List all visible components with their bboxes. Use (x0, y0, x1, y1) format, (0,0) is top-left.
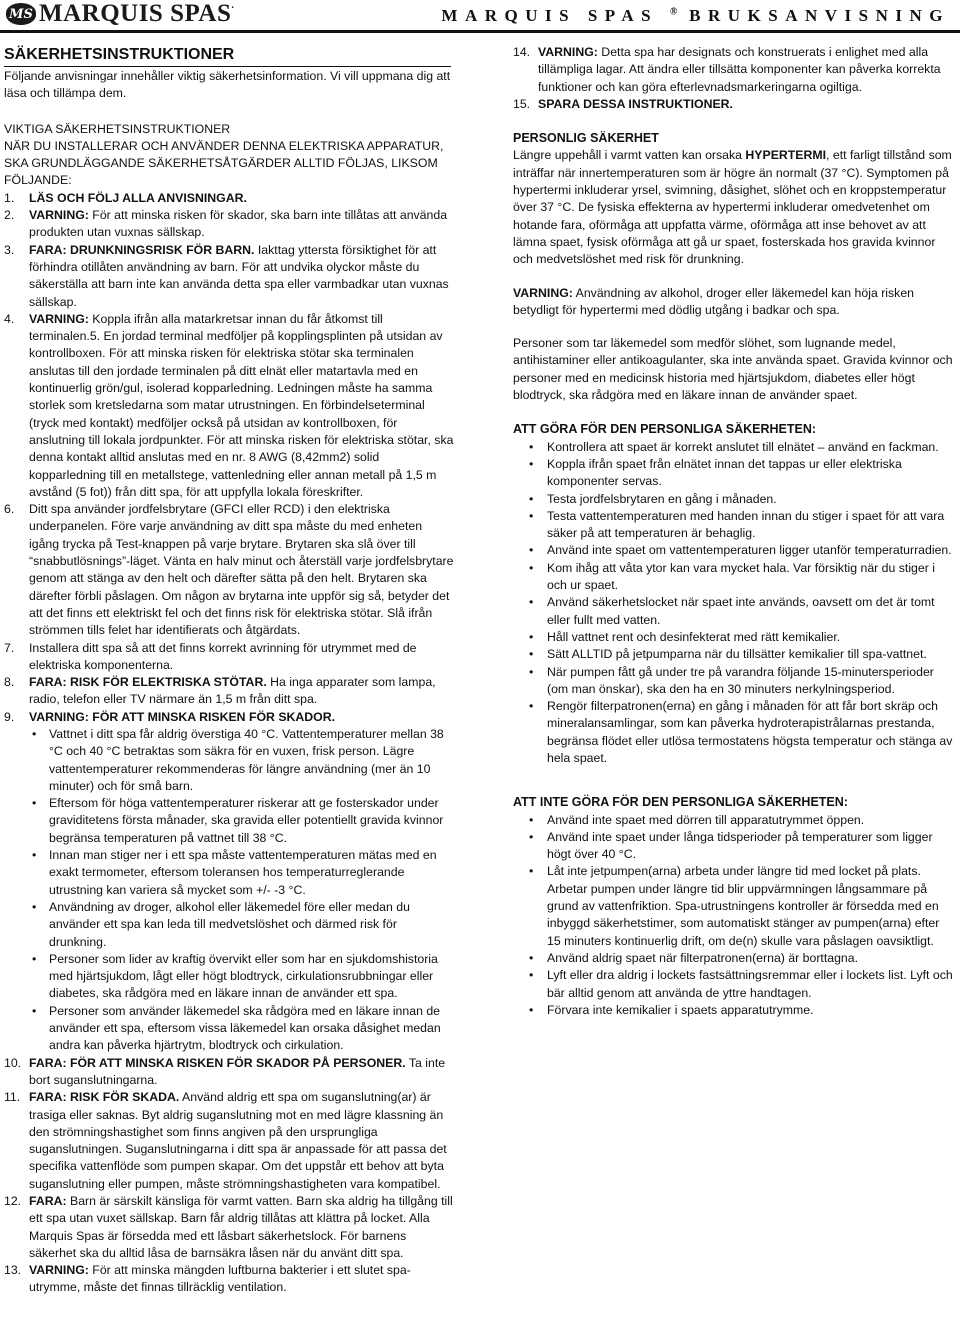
list-item: • Lyft eller dra aldrig i lockets fastsättningsremmar eller i lockets list. Lyft och bär alltid genom att använda de yttre handtagen. (529, 967, 953, 1002)
list-item: • Koppla ifrån spaet från elnätet innan det tappas ur eller elektriska komponenter servas. (529, 456, 953, 491)
instruction-9-subitems (4, 726, 454, 1055)
instruction-2: 2. VARNING: För att minska risken för skador, ska barn inte tillåtas att använda produkten utan vuxnas sällskap. (4, 208, 448, 240)
list-item: • Testa vattentemperaturen med handen innan du stiger i spaet för att vara säker på att temperaturen är behaglig. (529, 508, 953, 543)
bullet-icon: • (529, 968, 534, 983)
instruction-10: 10. FARA: FÖR ATT MINSKA RISKEN FÖR SKADOR PÅ PERSONER. Ta inte bort suganslutningarna. (4, 1055, 446, 1087)
bullet-icon: • (529, 950, 534, 965)
list-item: • Använd aldrig spaet när filterpatronen(erna) är borttagna. (529, 950, 953, 967)
hyperthermia-text: Längre uppehåll i varmt vatten kan orsaka HYPERTERMI, ett farligt tillstånd som inträffar när innertemperaturen som är högre än normalt (37 °C). Symptomen på hypertermi inkluderar yrsel, svimning, dåsighet, slöhet och en kroppstemperatur över 37 °C. De fysiska effekterna av hypertermi inkluderar omedvetenhet om hotande fara, oförmåga att uppfatta värme, oförmåga att inse behovet av att lämna spaet, fysisk oförmåga att gå ur spaet, fosterskada hos gravida kvinnor och medvetslöshet med risk för drunkning. (513, 148, 952, 267)
dont-heading: ATT INTE GÖRA FÖR DEN PERSONLIGA SÄKERHETEN: (513, 795, 848, 810)
bullet-icon: • (529, 812, 534, 827)
instruction-4: 4. VARNING: Koppla ifrån alla matarkretsar innan du får åtkomst till terminalen.5. En jordad terminal medföljer på kopplingsplinten på utsidan av kontrollboxen. För att minska risken för elektriska stötar ska terminalen anslutas till den jordade terminalen på ditt elnät eller matartavla med en kontinuerlig grön/gul, isolerad kopparledning. Ledningen måste ha samma storlek som kretsledarna som matar utrustningen. En förbindelseterminal (tryck med kontakt) medföljer också på utsidan av kontrollboxen, för anslutning till lokala jordpunkter. För att minska risken för elektriska stötar, ska denna kontakt alltid anslutas med en nr. 8 AWG (8,42mm2) solid kopparledning till en metallstege, vattenledning eller annan metall på 1,5 m avstånd (5 fot)) från ditt spa, för att uppfylla lokala föreskrifter. (4, 311, 454, 499)
subheading: VIKTIGA SÄKERHETSINSTRUKTIONER (4, 121, 231, 136)
list-item: • Vattnet i ditt spa får aldrig överstiga 40 °C. Vattentemperaturer mellan 38 °C och 40 °C betraktas som säkra för en vuxen, frisk person. Lägre vattentemperaturer rekommenderas för längre användning (mer än 10 minuter) och för små barn. (32, 726, 454, 795)
bullet-icon: • (529, 508, 534, 523)
list-item: • Kom ihåg att våta ytor kan vara mycket hala. Var försiktig när du stiger i och ur spaet. (529, 560, 953, 595)
list-item: • Testa jordfelsbrytaren en gång i månaden. (529, 491, 953, 508)
bullet-icon: • (529, 699, 534, 714)
instruction-9: 9. VARNING: FÖR ATT MINSKA RISKEN FÖR SKADOR. (4, 709, 336, 724)
list-item: • Använd inte spaet om vattentemperaturen ligger utanför temperaturradien. (529, 542, 953, 559)
instruction-8: 8. FARA: RISK FÖR ELEKTRISKA STÖTAR. Ha inga apparater som lampa, radio, telefon eller TV närmare än 1,5 m från ditt spa. (4, 675, 436, 707)
instruction-6: 6. Ditt spa använder jordfelsbrytare (GFCI eller RCD) i den elektriska underpanelen. Före varje användning av ditt spa måste du med enheten igång trycka på Test-knappen på varje brytare. Brytaren ska slå över till “snabbutlösnings”-läget. Vänta en halv minut och återställ varje jordfelsbrytare genom att stänga av den helt och därefter sätta på den helt. Brytaren ska därefter förbli påslagen. Om någon av brytarna inte uppför sig så, betyder det att det finns ett elektriskt fel och det finns risk för elektriska stötar. Slå ifrån strömmen tills felet har identifierats och åtgärdats. (4, 502, 454, 638)
bullet-icon: • (32, 848, 37, 863)
do-heading: ATT GÖRA FÖR DEN PERSONLIGA SÄKERHETEN: (513, 422, 817, 437)
bullet-icon: • (529, 560, 534, 575)
list-item: • Låt inte jetpumpen(arna) arbeta under längre tid med locket på plats. Arbetar pumpen under längre tid blir uppvärmningen långsammare på grund av vattenfriktion. Spa-utrustningens kontroller är försedda med en inbyggd säkerhetstimer, som automatiskt stänger av pumpen(arna) efter 15 minuters kontinuerlig drift, om de(n) skulle vara påslagen oavsiktligt. (529, 863, 953, 949)
list-item: • Personer som använder läkemedel ska rådgöra med en läkare innan de använder ett spa, eftersom vissa läkemedel kan orsaka dåsighet medan andra kan påverka hjärtrytm, blodtryck och cirkulation. (32, 1003, 454, 1055)
bullet-icon: • (32, 951, 37, 966)
bullet-icon: • (529, 543, 534, 558)
list-item: • Eftersom för höga vattentemperaturer riskerar att ge fosterskador under graviditetens första månader, ska gravida eller potentiellt gravida kvinnor begränsa temperaturen på vattnet till 38 °C. (32, 795, 454, 847)
bullet-icon: • (529, 491, 534, 506)
bullet-icon: • (529, 629, 534, 644)
list-item: • Sätt ALLTID på jetpumparna när du tillsätter kemikalier till spa-vattnet. (529, 646, 953, 663)
list-item: • Personer som lider av kraftig övervikt eller som har en sjukdomshistoria med hjärtsjukdom, lågt eller högt blodtryck, cirkulationsrubbningar eller diabetes, ska rådgöra med en läkare innan de använder ett spa. (32, 951, 454, 1003)
list-item: • Använd säkerhetslocket när spaet inte används, oavsett om det är tomt eller fullt med vatten. (529, 594, 953, 629)
list-item: • Förvara inte kemikalier i spaets apparatutrymme. (529, 1002, 953, 1019)
instruction-1: 1. LÄS OCH FÖLJ ALLA ANVISNINGAR. (4, 190, 247, 205)
bullet-icon: • (529, 456, 534, 471)
right-column (513, 44, 953, 1019)
list-item: • Använd inte spaet med dörren till apparatutrymmet öppen. (529, 812, 953, 829)
medication-text: Personer som tar läkemedel som medför slöhet, som lugnande medel, antihistaminer eller antikoagulanter, ska inte använda spaet. Gravida kvinnor och personer med en medicinsk historia med hjärtsjukdom, diabetes eller högt blodtryck, ska rådgöra med en läkare innan de använder spaet. (513, 336, 953, 403)
instruction-7: 7. Installera ditt spa så att det finns korrekt avrinning för utrymmet med de elektriska komponenterna. (4, 640, 417, 672)
bullet-icon: • (529, 595, 534, 610)
bullet-icon: • (32, 899, 37, 914)
bullet-icon: • (32, 1003, 37, 1018)
bullet-icon: • (529, 647, 534, 662)
alcohol-warning: VARNING: Användning av alkohol, droger eller läkemedel kan höja risken betydligt för hypertermi med dödlig utgång i badkar och spa. (513, 285, 914, 317)
list-item: • Användning av droger, alkohol eller läkemedel före eller medan du använder ett spa kan leda till medvetslöshet och därmed risk för drunkning. (32, 899, 454, 951)
logo-emblem-icon: MS (6, 3, 36, 25)
dont-list (513, 812, 953, 1020)
instruction-11: 11. FARA: RISK FÖR SKADA. Använd aldrig ett spa om suganslutning(ar) är trasiga eller saknas. Byt aldrig suganslutning mot en med lägre klassning än den strömningshastighet som finns angiven på den ursprungliga suganslutningen. Suganslutningarna i ditt spa är anpassade för att passa det specifika vattenflöde som pumpen skapar. Om det uppstår ett behov att byta suganslutning eller pumpen, måste strömningshastigheten vara kompatibel. (4, 1090, 447, 1191)
instruction-13: 13. VARNING: För att minska mängden luftburna bakterier i ett slutet spa-utrymme, måste det finnas tillräcklig ventilation. (4, 1263, 411, 1295)
instruction-15: 15. SPARA DESSA INSTRUKTIONER. (513, 96, 733, 111)
marquis-logo (6, 1, 234, 27)
personal-safety-heading: PERSONLIG SÄKERHET (513, 131, 659, 146)
list-item: • När pumpen fått gå under tre på varandra följande 15-minutersperioder (om man önskar), ska den ha en 30 minuters nerkylningsperiod. (529, 664, 953, 699)
caps-intro: NÄR DU INSTALLERAR OCH ANVÄNDER DENNA ELEKTRISKA APPARATUR, SKA GRUNDLÄGGANDE SÄKERHETSÅTGÄRDER ALLTID FÖLJAS, LIKSOM FÖLJANDE: (4, 138, 444, 188)
bullet-icon: • (32, 726, 37, 741)
page-header (0, 0, 960, 30)
list-item: • Rengör filterpatronen(erna) en gång i månaden för att får bort skräp och mineralansamlingar, som kan påverka hydroterapistrålarnas prestanda, begränsa flödet eller utlösa termostatens högsta temperatur och stänga av hela spaet. (529, 698, 953, 767)
instruction-14: 14. VARNING: Detta spa har designats och konstruerats i enlighet med alla tillämpliga lagar. Att ändra eller tillsätta komponenter kan påverka korrekta funktioner och kan göra efterlevnadsmarkeringarna ogiltiga. (513, 45, 941, 94)
logo-text: MARQUIS SPAS. (39, 0, 235, 27)
list-item: • Innan man stiger ner i ett spa måste vattentemperaturen mätas med en exakt termometer, eftersom toleransen hos temperaturreglerande utrustning kan variera så mycket som +/- -3 °C. (32, 847, 454, 899)
instruction-3: 3. FARA: DRUNKNINGSRISK FÖR BARN. Iakttag yttersta försiktighet för att förhindra otillåten användning av barn. För att undvika olyckor måste du säkerställa att barn inte kan använda detta spa eller varmbadkar utan vuxnas sällskap. (4, 242, 449, 309)
do-list (513, 439, 953, 768)
list-item: • Håll vattnet rent och desinfekterat med rätt kemikalier. (529, 629, 953, 646)
intro-text: Följande anvisningar innehåller viktig säkerhetsinformation. Vi vill uppmana dig att läsa och tillämpa dem. (4, 69, 451, 101)
section-heading: SÄKERHETSINSTRUKTIONER (4, 44, 451, 67)
bullet-icon: • (529, 1002, 534, 1017)
bullet-icon: • (529, 439, 534, 454)
list-item: • Kontrollera att spaet är korrekt anslutet till elnätet – använd en fackman. (529, 439, 953, 456)
list-item: • Använd inte spaet under långa tidsperioder på temperaturer som ligger högt över 40 °C. (529, 829, 953, 864)
bullet-icon: • (32, 796, 37, 811)
header-title: MARQUIS SPAS ® BRUKSANVISNING (441, 6, 950, 25)
header-divider (0, 30, 960, 33)
instruction-12: 12. FARA: Barn är särskilt känsliga för varmt vatten. Barn ska aldrig ha tillgång till ett spa utan vuxet sällskap. Barn får aldrig tillåtas att klättra på locket. Alla Marquis Spas är försedda med ett låsbart säkerhetslock. För barnens säkerhet ska du alltid låsa de barnsäkra låsen när du använt ditt spa. (4, 1194, 453, 1260)
bullet-icon: • (529, 664, 534, 679)
bullet-icon: • (529, 864, 534, 879)
left-column (4, 44, 454, 1297)
bullet-icon: • (529, 829, 534, 844)
